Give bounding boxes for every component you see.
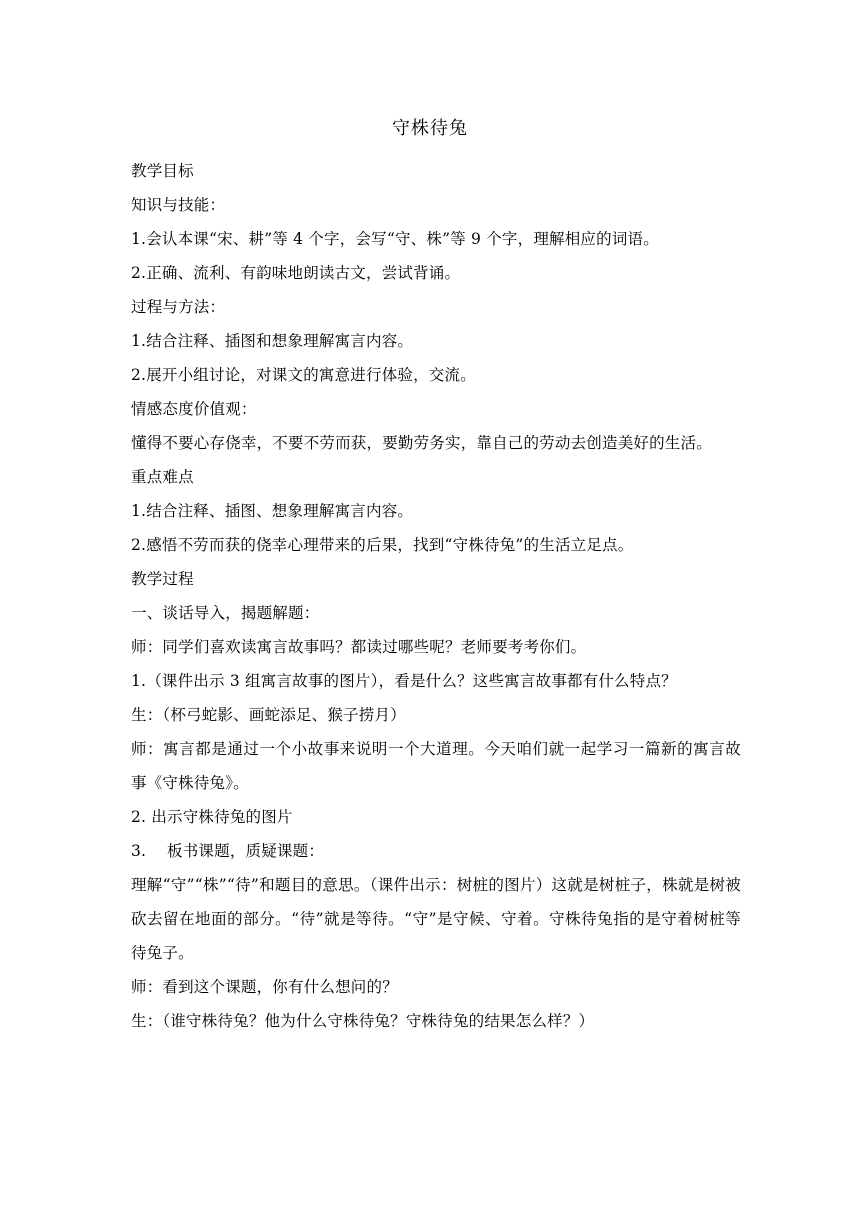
key-point-item: 2.感悟不劳而获的侥幸心理带来的后果，找到“守株待兔”的生活立足点。 — [131, 536, 634, 554]
section-heading-objectives: 教学目标 — [131, 162, 194, 180]
objective-item: 1.会认本课“宋、耕”等 4 个字，会写“守、株”等 9 个字，理解相应的词语。 — [131, 230, 659, 248]
objective-item: 2.正确、流利、有韵味地朗读古文，尝试背诵。 — [131, 264, 461, 282]
document-body — [131, 154, 741, 1038]
step-heading: 一、谈话导入，揭题解题： — [131, 604, 320, 622]
dialogue-line: 师：寓言都是通过一个小故事来说明一个大道理。今天咱们就一起学习一篇新的寓言故事《守株待兔》。 — [131, 740, 741, 792]
step-item: 3. 板书课题，质疑课题： — [131, 842, 325, 860]
document-title: 守株待兔 — [392, 118, 468, 139]
objective-item: 懂得不要心存侥幸，不要不劳而获，要勤劳务实，靠自己的劳动去创造美好的生活。 — [131, 434, 712, 452]
objective-item: 1.结合注释、插图和想象理解寓言内容。 — [131, 332, 414, 350]
section-heading-key-points: 重点难点 — [131, 468, 194, 486]
subheading-values: 情感态度价值观： — [131, 400, 257, 418]
step-item: 1.（课件出示 3 组寓言故事的图片），看是什么？这些寓言故事都有什么特点？ — [131, 672, 677, 690]
dialogue-line: 生：（杯弓蛇影、画蛇添足、猴子捞月） — [131, 706, 406, 724]
subheading-process-methods: 过程与方法： — [131, 298, 226, 316]
objective-item: 2.展开小组讨论，对课文的寓意进行体验，交流。 — [131, 366, 476, 384]
section-heading-process: 教学过程 — [131, 570, 194, 588]
dialogue-line: 师：看到这个课题，你有什么想问的？ — [131, 978, 398, 996]
step-item: 2. 出示守株待兔的图片 — [131, 808, 293, 826]
explanation-paragraph: 理解“守”“株”“待”和题目的意思。（课件出示：树桩的图片）这就是树桩子，株就是树被砍去留在地面的部分。“待”就是等待。“守”是守候、守着。守株待兔指的是守着树桩等待兔子。 — [131, 876, 741, 962]
dialogue-line: 生：（谁守株待兔？他为什么守株待兔？守株待兔的结果怎么样？） — [131, 1012, 595, 1030]
dialogue-line: 师：同学们喜欢读寓言故事吗？都读过哪些呢？老师要考考你们。 — [131, 638, 587, 656]
key-point-item: 1.结合注释、插图、想象理解寓言内容。 — [131, 502, 414, 520]
subheading-knowledge-skills: 知识与技能： — [131, 196, 226, 214]
